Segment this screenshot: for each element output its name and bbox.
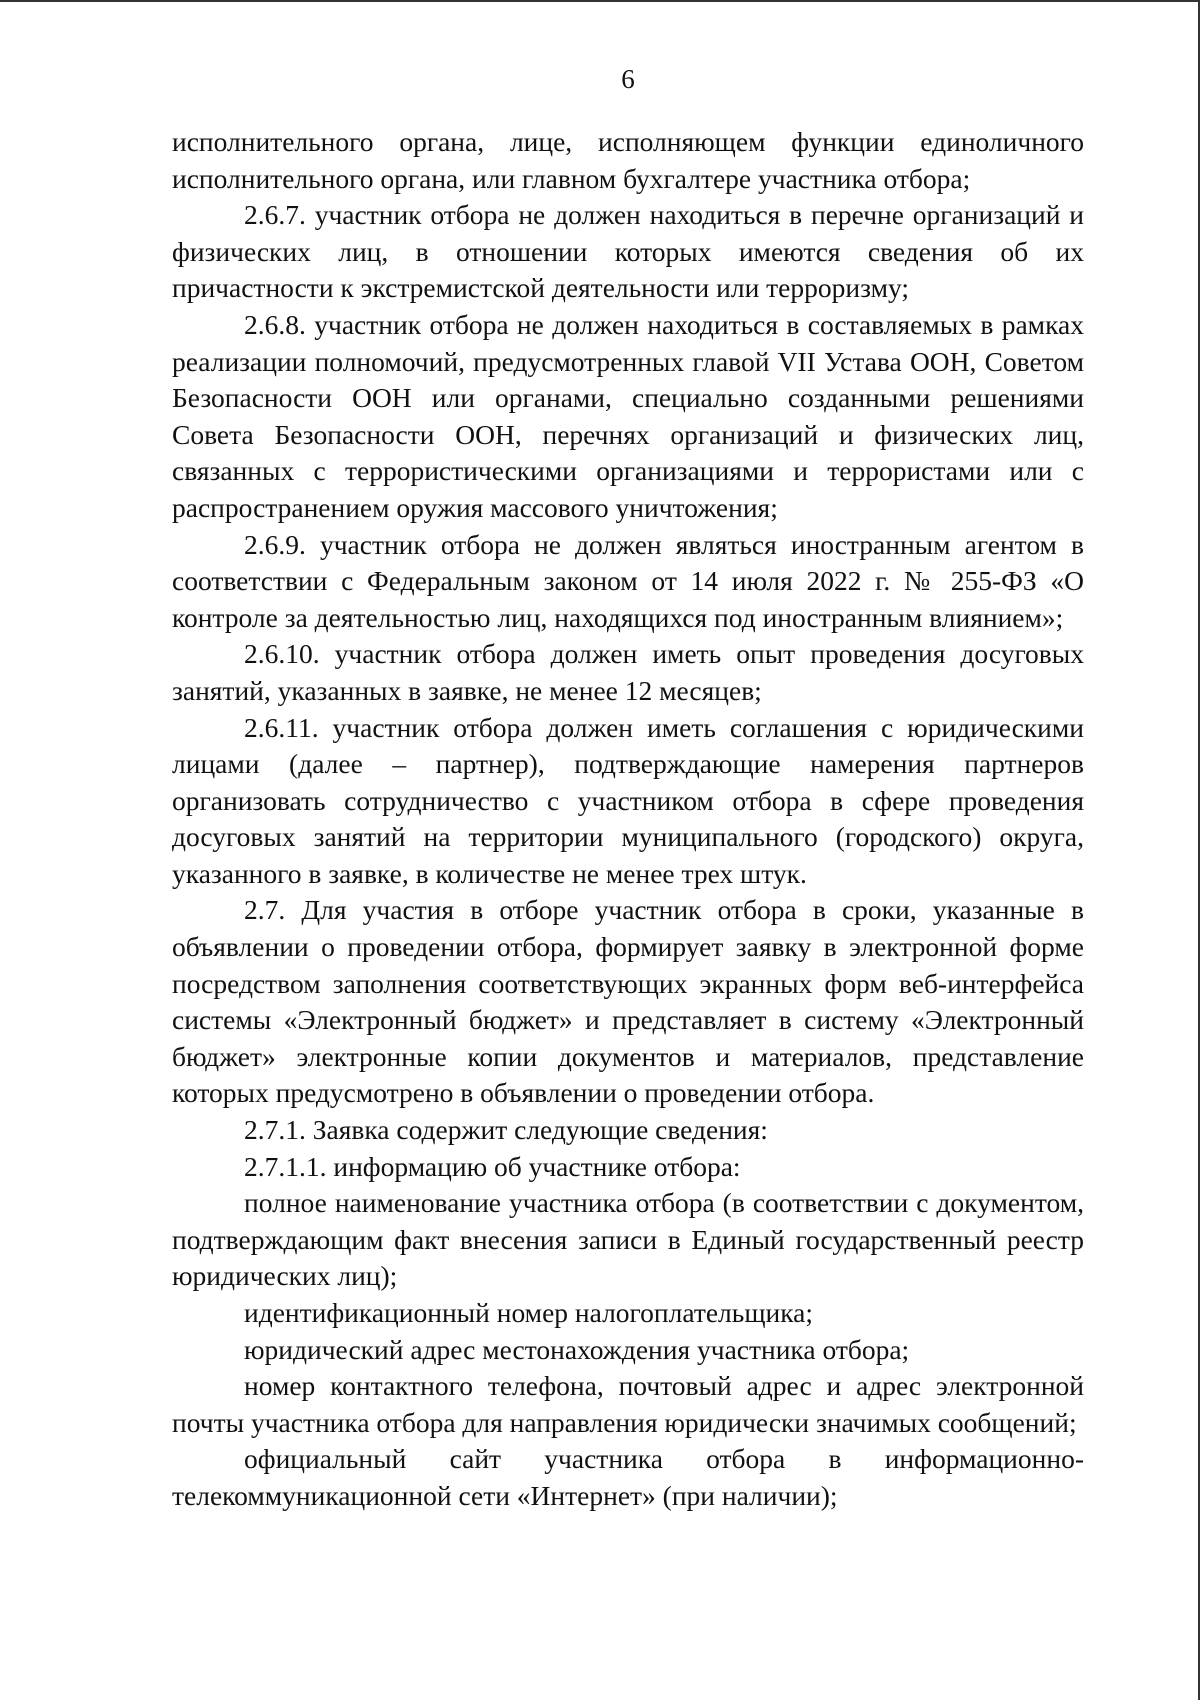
paragraph: 2.6.7. участник отбора не должен находиться в перечне организаций и физических лиц, в отношении которых имеются сведения об их причастности к экстремистской деятельности или терроризму; (172, 199, 1084, 304)
paragraph: 2.7. Для участия в отборе участник отбора в сроки, указанные в объявлении о проведении отбора, формирует заявку в электронной форме посредством заполнения соответствующих экранных форм веб-интерфейса системы «Электронный бюджет» и представляет в систему «Электронный бюджет» электронные копии документов и материалов, представление которых предусмотрено в объявлении о проведении отбора. (172, 894, 1084, 1109)
paragraph: исполнительного органа, лице, исполняющем функции единоличного исполнительного органа, или главном бухгалтере участника отбора; (172, 126, 1084, 194)
paragraph: 2.6.11. участник отбора должен иметь соглашения с юридическими лицами (далее – партнер), подтверждающие намерения партнеров организовать сотрудничество с участником отбора в сфере проведения досуговых занятий на территории муниципального (городского) округа, указанного в заявке, в количестве не менее трех штук. (172, 711, 1084, 889)
paragraph: официальный сайт участника отбора в информационно-телекоммуникационной сети «Интернет» (при наличии); (172, 1443, 1084, 1511)
paragraph: 2.7.1.1. информацию об участнике отбора: (244, 1150, 741, 1182)
paragraph: 2.6.9. участник отбора не должен являться иностранным агентом в соответствии с Федеральным законом от 14 июля 2022 г. № 255-ФЗ «О контроле за деятельностью лиц, находящихся под иностранным влиянием»; (172, 528, 1084, 633)
paragraph: идентификационный номер налогоплательщика; (244, 1297, 814, 1328)
page-number: 6 (621, 64, 635, 94)
paragraph: 2.6.10. участник отбора должен иметь опыт проведения досуговых занятий, указанных в заявке, не менее 12 месяцев; (172, 638, 1084, 706)
paragraph: номер контактного телефона, почтовый адрес и адрес электронной почты участника отбора для направления юридически значимых сообщений; (172, 1370, 1084, 1438)
paragraph: 2.6.8. участник отбора не должен находиться в составляемых в рамках реализации полномочий, предусмотренных главой VII Устава ООН, Советом Безопасности ООН или органами, специально созданными решениями Совета Безопасности ООН, перечнях организаций и физических лиц, связанных с террористическими организациями и террористами или с распространением оружия массового уничтожения; (172, 308, 1084, 523)
paragraph: юридический адрес местонахождения участника отбора; (244, 1333, 910, 1365)
document-body (172, 124, 1084, 1515)
paragraph: полное наименование участника отбора (в соответствии с документом, подтверждающим факт внесения записи в Единый государственный реестр юридических лиц); (172, 1187, 1084, 1292)
paragraph: 2.7.1. Заявка содержит следующие сведения: (244, 1114, 768, 1146)
